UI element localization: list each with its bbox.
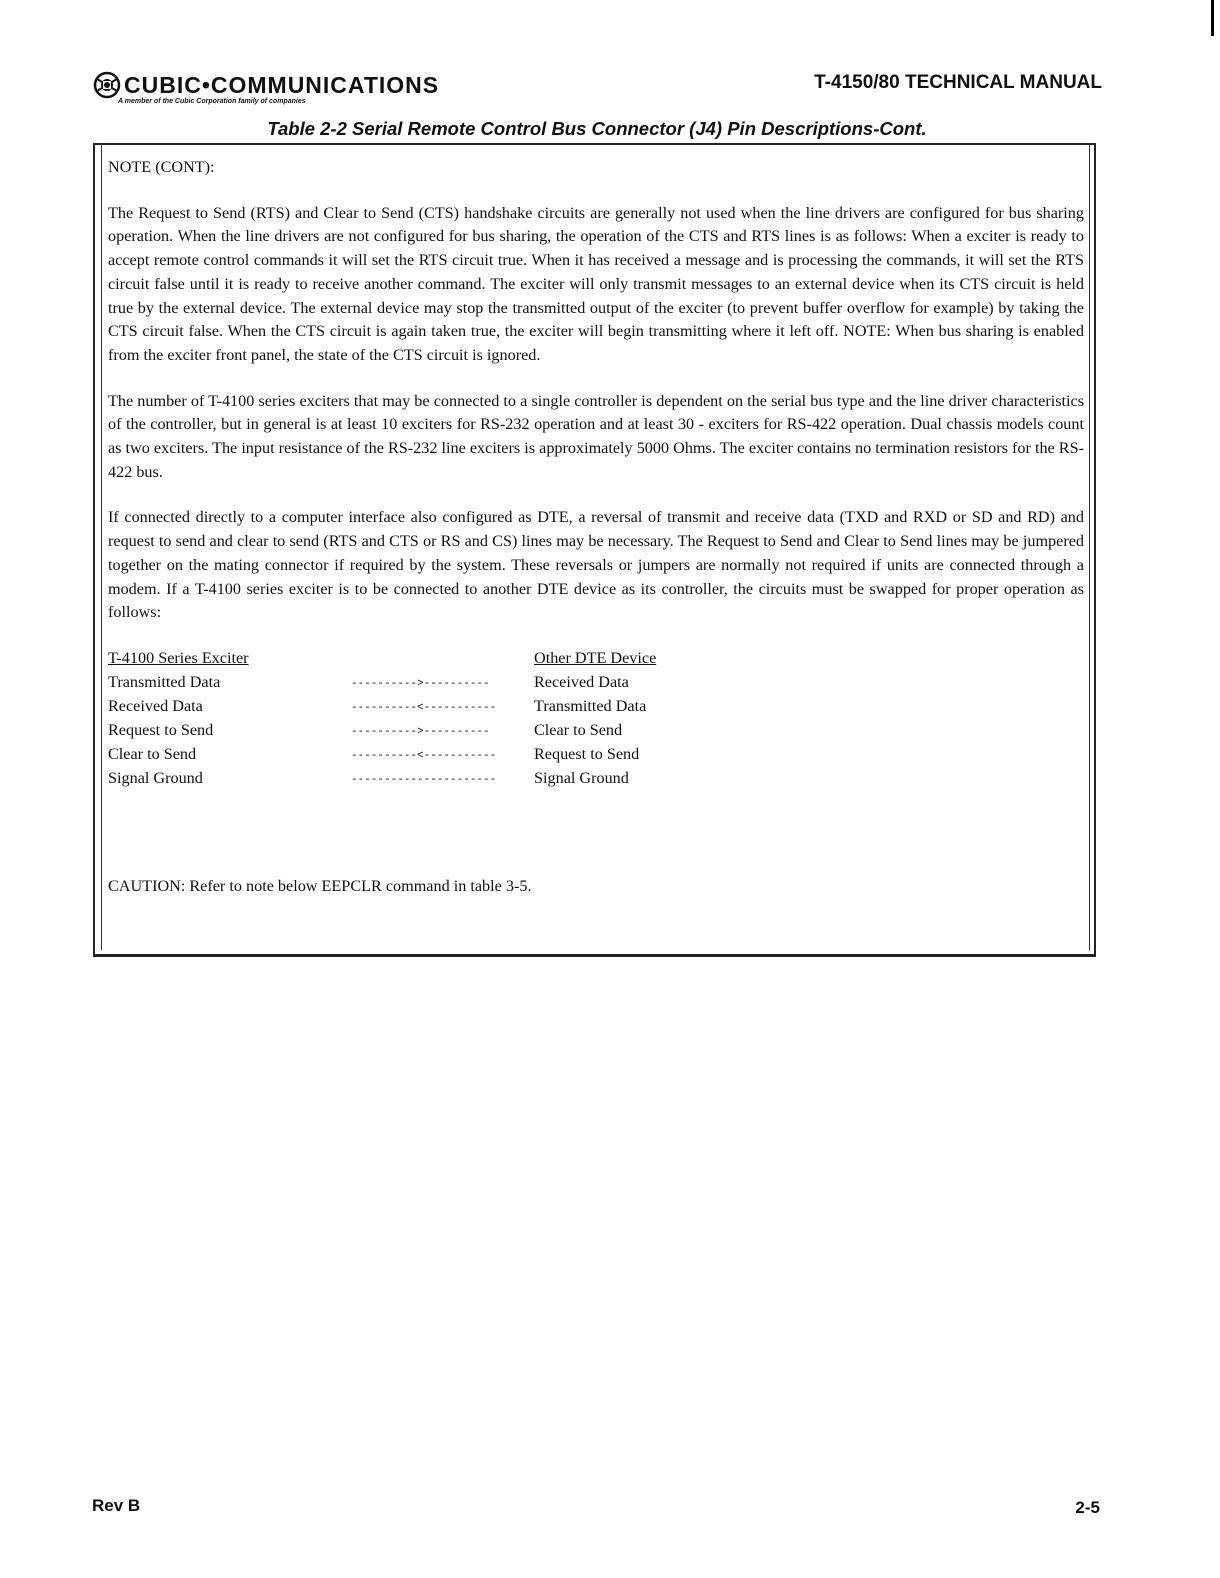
- footer-page-number: 2-5: [1075, 1498, 1100, 1517]
- cubic-globe-icon: [92, 70, 122, 100]
- company-name: CUBIC•COMMUNICATIONS: [124, 71, 440, 98]
- mapping-left-signal: Signal Ground: [108, 768, 203, 787]
- mapping-right-signal: Clear to Send: [534, 720, 623, 739]
- mapping-left-signal: Clear to Send: [108, 744, 197, 763]
- mapping-arrow: ----------------------: [351, 773, 497, 786]
- table-row: [108, 695, 808, 719]
- table-row: [108, 743, 808, 767]
- note-paragraph-rts-cts: The Request to Send (RTS) and Clear to Send (CTS) handshake circuits are generally not used when the line drivers are configured for bus sharing operation. When the line drivers are not configured for bus sharing, the operation of the CTS and RTS lines is as follows: When a exciter is ready to accept remote control commands it will set the RTS circuit true. When it has received a message and is processing the commands, it will set the RTS circuit false until it is ready to receive another command. The exciter will only transmit messages to an external device when its CTS circuit is held true by the external device. The external device may stop the transmitted output of the exciter (to prevent buffer overflow for example) by taking the CTS circuit false. When the CTS circuit is again taken true, the exciter will begin transmitting where it left off. NOTE: When bus sharing is enabled from the exciter front panel, the state of the CTS circuit is ignored.: [108, 203, 1084, 364]
- note-paragraph-exciter-count: The number of T-4100 series exciters that may be connected to a single controller is dependent on the serial bus type and the line driver characteristics of the controller, but in general is at least 10 exciters for RS-232 operation and at least 30 - exciters for RS-422 operation. Dual chassis models count as two exciters. The input resistance of the RS-232 line exciters is approximately 5000 Ohms. The exciter contains no termination resistors for the RS-422 bus.: [108, 391, 1084, 481]
- mapping-right-header: Other DTE Device: [534, 648, 657, 667]
- note-content: [108, 156, 1084, 797]
- mapping-right-signal: Request to Send: [534, 744, 640, 763]
- table-row: [108, 767, 808, 791]
- scan-edge-mark: [1211, 0, 1214, 36]
- manual-title: T-4150/80 TECHNICAL MANUAL: [814, 72, 1102, 93]
- mapping-right-signal: Transmitted Data: [534, 696, 647, 715]
- mapping-arrow: ----------<-----------: [351, 701, 497, 714]
- signal-mapping-table: [108, 647, 1084, 797]
- table-caption: Table 2-2 Serial Remote Control Bus Connector (J4) Pin Descriptions-Cont.: [267, 118, 927, 139]
- note-paragraph-dte-reversal: If connected directly to a computer interface also configured as DTE, a reversal of transmit and receive data (TXD and RXD or SD and RD) and request to send and clear to send (RTS and CTS or RS and CS) lines may be necessary. The Request to Send and Clear to Send lines may be jumpered together on the mating connector if required by the system. These reversals or jumpers are normally not required if units are connected through a modem. If a T-4100 series exciter is to be connected to another DTE device as its controller, the circuits must be swapped for proper operation as follows:: [108, 508, 1084, 622]
- mapping-left-header: T-4100 Series Exciter: [108, 648, 249, 667]
- mapping-arrow: ----------<-----------: [351, 749, 497, 762]
- mapping-left-signal: Request to Send: [108, 720, 214, 739]
- caution-text: CAUTION: Refer to note below EEPCLR command in table 3-5.: [108, 877, 532, 895]
- mapping-right-signal: Signal Ground: [534, 768, 629, 787]
- mapping-arrow: ---------->----------: [351, 677, 490, 690]
- page-header: [92, 70, 1102, 110]
- mapping-header-row: [108, 647, 808, 671]
- company-logo: [92, 70, 439, 100]
- mapping-right-signal: Received Data: [534, 672, 629, 691]
- mapping-left-signal: Transmitted Data: [108, 672, 221, 691]
- note-label: NOTE (CONT):: [108, 158, 215, 176]
- table-row: [108, 671, 808, 695]
- mapping-arrow: ---------->----------: [351, 725, 490, 738]
- table-row: [108, 719, 808, 743]
- footer-revision: Rev B: [92, 1496, 141, 1515]
- company-tagline: A member of the Cubic Corporation family of companies: [118, 98, 306, 105]
- mapping-left-signal: Received Data: [108, 696, 203, 715]
